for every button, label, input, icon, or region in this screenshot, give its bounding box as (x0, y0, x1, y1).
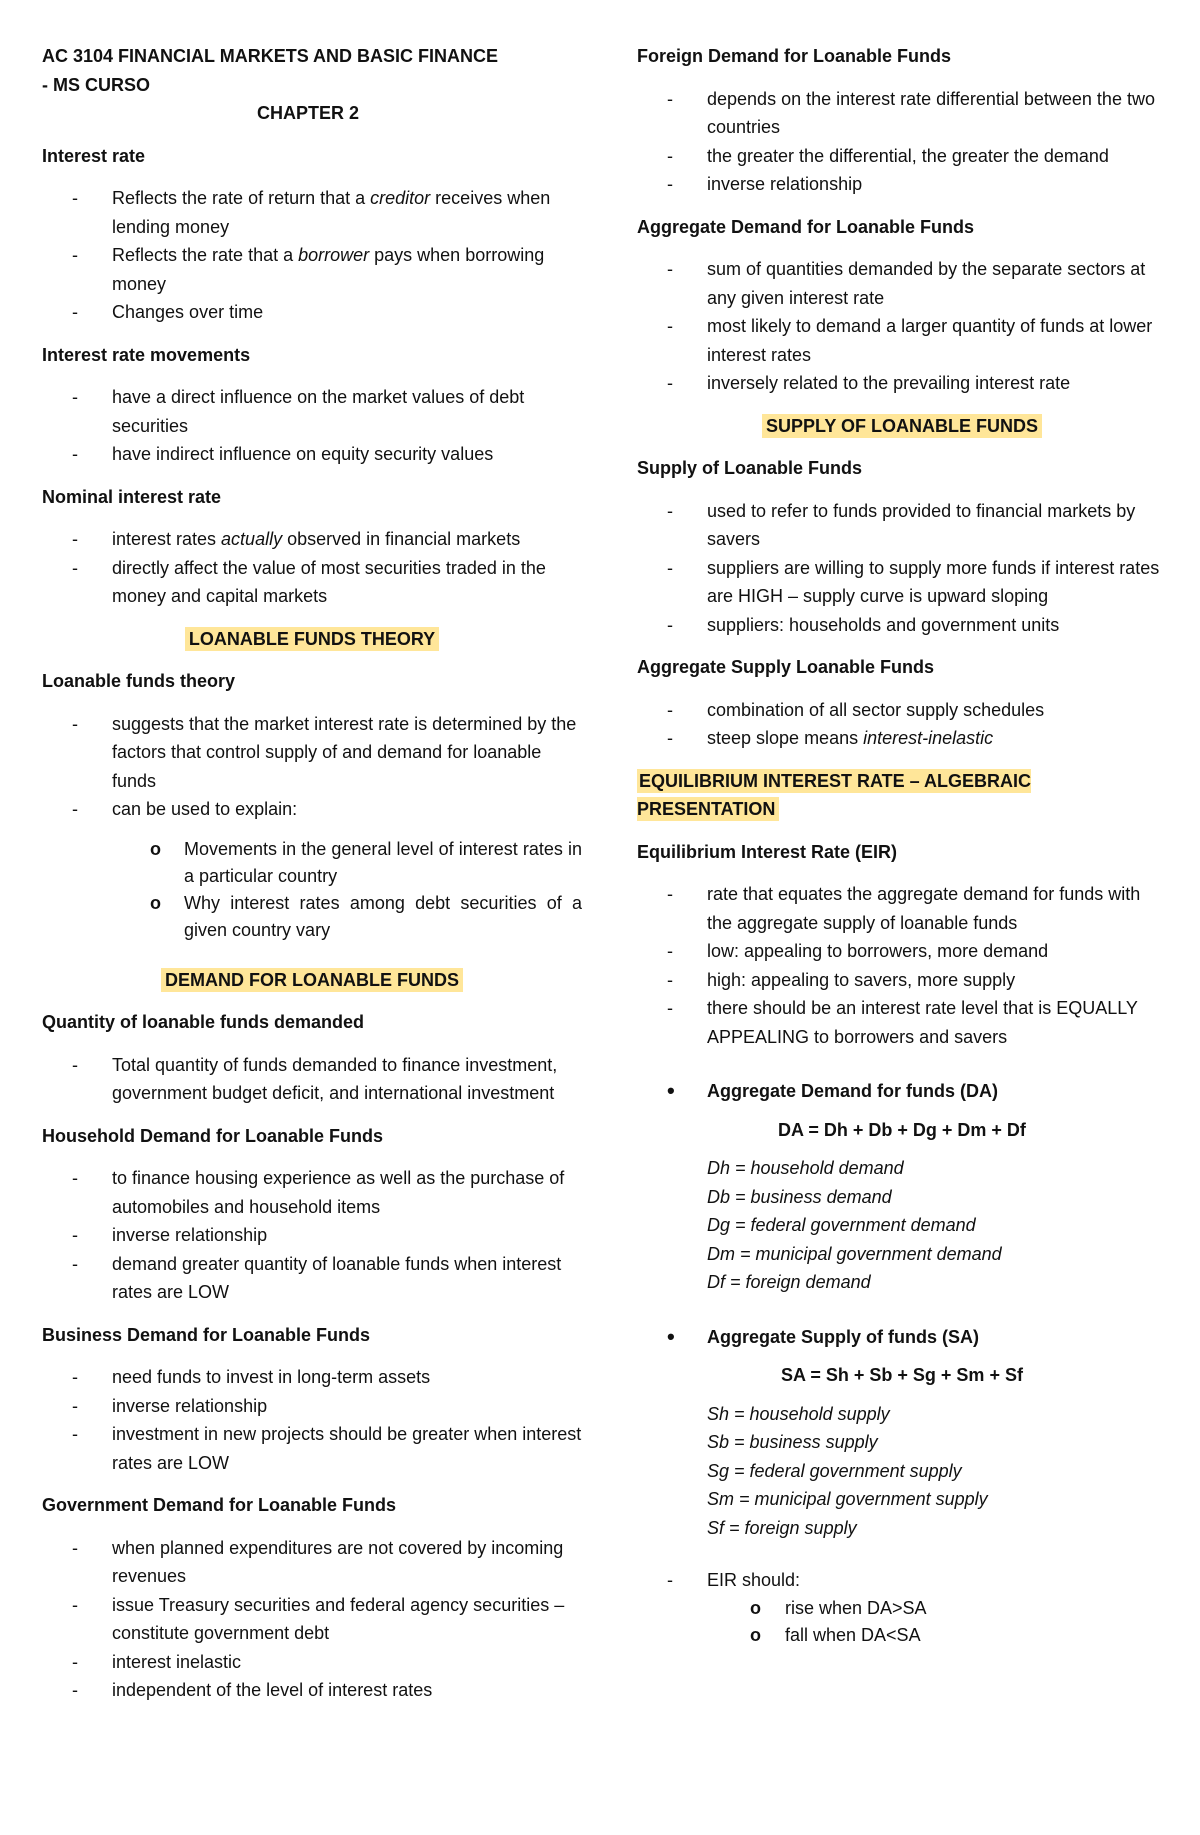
sa-formula: SA = Sh + Sb + Sg + Sm + Sf (781, 1365, 1023, 1385)
list-item: - suggests that the market interest rate is determined by the factors that control supply of and demand for loanable funds (42, 710, 582, 796)
aggregate-demand-bullet: • Aggregate Demand for funds (DA) (637, 1077, 1167, 1106)
demand-banner: DEMAND FOR LOANABLE FUNDS (42, 966, 582, 995)
supply-heading: Supply of Loanable Funds (637, 458, 862, 478)
list-item: - interest rates actually observed in financial markets (42, 525, 582, 554)
definition: Dm = municipal government demand (707, 1243, 1002, 1264)
aggregate-demand-heading: Aggregate Demand for Loanable Funds (637, 216, 975, 237)
list-item: - have a direct influence on the market values of debt securities (42, 383, 582, 440)
government-list (42, 1534, 582, 1705)
definition: Sb = business supply (707, 1432, 878, 1452)
list-item: - Changes over time (42, 298, 582, 327)
list-item: - issue Treasury securities and federal agency securities – constitute government debt (42, 1591, 582, 1648)
list-item: - Reflects the rate that a borrower pays when borrowing money (42, 241, 582, 298)
list-item: - high: appealing to savers, more supply (637, 966, 1167, 995)
lft-sublist (42, 836, 582, 944)
aggregate-supply-bullet: • Aggregate Supply of funds (SA) (637, 1323, 1167, 1352)
list-item: - interest inelastic (42, 1648, 582, 1677)
list-item: - directly affect the value of most securities traded in the money and capital markets (42, 554, 582, 611)
list-item: - steep slope means interest-inelastic (637, 724, 1167, 753)
lft-banner: LOANABLE FUNDS THEORY (42, 625, 582, 654)
interest-rate-heading: Interest rate (42, 145, 146, 166)
movements-list (42, 383, 582, 469)
aggregate-demand-list (637, 255, 1167, 398)
list-item: - sum of quantities demanded by the separate sectors at any given interest rate (637, 255, 1167, 312)
chapter-title: CHAPTER 2 (257, 103, 360, 123)
list-item: - rate that equates the aggregate demand for funds with the aggregate supply of loanable funds (637, 880, 1167, 937)
definition: Df = foreign demand (707, 1272, 871, 1292)
list-item: - low: appealing to borrowers, more demand (637, 937, 1167, 966)
movements-heading: Interest rate movements (42, 344, 251, 365)
eir-list (637, 880, 1167, 1051)
list-item: - can be used to explain: (42, 795, 582, 824)
list-item: - suppliers are willing to supply more funds if interest rates are HIGH – supply curve is upward sloping (637, 554, 1167, 611)
list-item: - used to refer to funds provided to financial markets by savers (637, 497, 1167, 554)
interest-rate-list (42, 184, 582, 327)
left-column (42, 42, 582, 1705)
right-column (637, 42, 1167, 1653)
household-heading: Household Demand for Loanable Funds (42, 1125, 384, 1146)
qty-demanded-list (42, 1051, 582, 1108)
list-item: - EIR should: (637, 1566, 1167, 1595)
list-item: - inversely related to the prevailing interest rate (637, 369, 1167, 398)
sub-list-item: o fall when DA<SA (637, 1622, 1167, 1649)
definition: Sg = federal government supply (707, 1460, 962, 1481)
list-item: - inverse relationship (42, 1221, 582, 1250)
list-item: - the greater the differential, the greater the demand (637, 142, 1167, 171)
sub-list-item: o Movements in the general level of interest rates in a particular country (42, 836, 582, 890)
list-item: - inverse relationship (42, 1392, 582, 1421)
list-item: - have indirect influence on equity security values (42, 440, 582, 469)
qty-demanded-heading: Quantity of loanable funds demanded (42, 1012, 365, 1032)
list-item: - Total quantity of funds demanded to finance investment, government budget deficit, and international investment (42, 1051, 582, 1108)
definition: Dg = federal government demand (707, 1215, 976, 1235)
aggregate-supply-heading: Aggregate Supply Loanable Funds (637, 657, 935, 677)
da-formula: DA = Dh + Db + Dg + Dm + Df (778, 1119, 1026, 1140)
definition: Sf = foreign supply (707, 1517, 857, 1538)
supply-banner: SUPPLY OF LOANABLE FUNDS (637, 412, 1167, 441)
list-item: - to finance housing experience as well as the purchase of automobiles and household items (42, 1164, 582, 1221)
list-item: - need funds to invest in long-term assets (42, 1363, 582, 1392)
da-definitions (637, 1154, 1167, 1297)
list-item: - combination of all sector supply schedules (637, 696, 1167, 725)
definition: Dh = household demand (707, 1158, 904, 1178)
eir-should-list (637, 1566, 1167, 1595)
list-item: - independent of the level of interest rates (42, 1676, 582, 1705)
nominal-list (42, 525, 582, 611)
household-list (42, 1164, 582, 1307)
list-item: - when planned expenditures are not covered by incoming revenues (42, 1534, 582, 1591)
sa-definitions (637, 1400, 1167, 1543)
eir-heading: Equilibrium Interest Rate (EIR) (637, 841, 898, 862)
definition: Sh = household supply (707, 1403, 890, 1424)
foreign-list (637, 85, 1167, 199)
list-item: - demand greater quantity of loanable funds when interest rates are LOW (42, 1250, 582, 1307)
business-heading: Business Demand for Loanable Funds (42, 1324, 371, 1345)
sub-list-item: o rise when DA>SA (637, 1595, 1167, 1622)
business-list (42, 1363, 582, 1477)
lft-list (42, 710, 582, 824)
definition: Sm = municipal government supply (707, 1489, 988, 1509)
nominal-heading: Nominal interest rate (42, 486, 222, 507)
list-item: - Reflects the rate of return that a creditor receives when lending money (42, 184, 582, 241)
supply-list (637, 497, 1167, 640)
list-item: - there should be an interest rate level that is EQUALLY APPEALING to borrowers and savers (637, 994, 1167, 1051)
eir-should-sublist (637, 1595, 1167, 1649)
definition: Db = business demand (707, 1186, 892, 1207)
lft-heading: Loanable funds theory (42, 671, 236, 691)
equilibrium-banner: EQUILIBRIUM INTEREST RATE – ALGEBRAIC PRESENTATION (637, 770, 1032, 819)
course-title: AC 3104 FINANCIAL MARKETS AND BASIC FINANCE (42, 46, 499, 66)
sub-list-item: o Why interest rates among debt securities of a given country vary (42, 890, 582, 944)
list-item: - suppliers: households and government units (637, 611, 1167, 640)
foreign-heading: Foreign Demand for Loanable Funds (637, 46, 952, 66)
list-item: - inverse relationship (637, 170, 1167, 199)
list-item: - most likely to demand a larger quantity of funds at lower interest rates (637, 312, 1167, 369)
list-item: - investment in new projects should be greater when interest rates are LOW (42, 1420, 582, 1477)
list-item: - depends on the interest rate differential between the two countries (637, 85, 1167, 142)
government-heading: Government Demand for Loanable Funds (42, 1495, 397, 1515)
aggregate-supply-list (637, 696, 1167, 753)
instructor-line: - MS CURSO (42, 74, 150, 95)
